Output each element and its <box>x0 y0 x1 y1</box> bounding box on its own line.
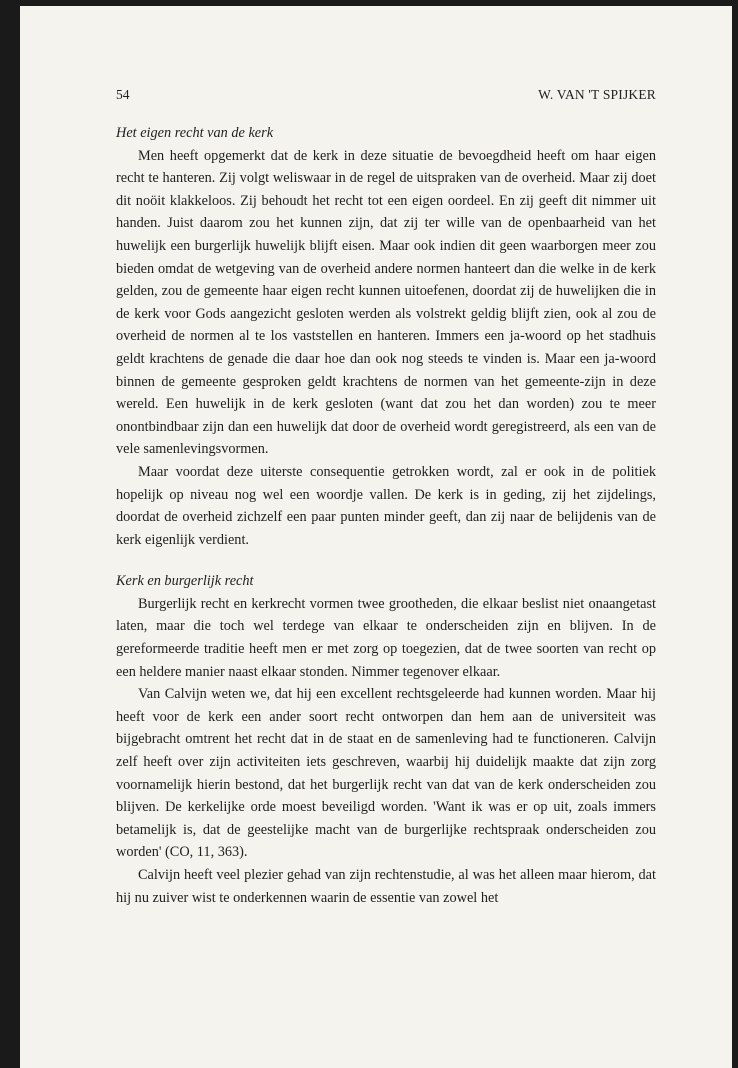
book-page <box>20 6 732 1068</box>
running-head: W. VAN 'T SPIJKER <box>538 87 656 102</box>
paragraph: Calvijn heeft veel plezier gehad van zijn rechtenstudie, al was het alleen maar hierom, dat hij nu zuiver wist te onderkennen waarin de essentie van zowel het <box>116 867 656 906</box>
section-heading: Kerk en burgerlijk recht <box>116 573 254 590</box>
section-heading: Het eigen recht van de kerk <box>116 125 274 141</box>
paragraph: Men heeft opgemerkt dat de kerk in deze situatie de bevoegdheid heeft om haar eigen recht te hanteren. Zij volgt weliswaar in de regel de uitspraken van de overheid. Maar zij doet dit noöit klakkeloos. Zij behoudt het recht tot een eigen oordeel. En zij geeft dit nimmer uit handen. Juist daarom zou het kunnen zijn, dat zij ter wille van de openbaarheid van het huwelijk een burgerlijk huwelijk blijft eisen. Maar ook indien dit geen waarborgen meer zou bieden omdat de wetgeving van de overheid andere normen hanteert dan die welke in de kerk gelden, zou de gemeente haar eigen recht kunnen uitoefenen, doordat zij de huwelijken die in de kerk voor Gods aangezicht gesloten werden als volstrekt geldig blijft zien, ook al zou de overheid de normen al te los vaststellen en hanteren. Immers een ja-woord op het stadhuis geldt krachtens de genade die daar hoe dan ook nog steeds te vinden is. Maar een ja-woord binnen de gemeente gesproken geldt krachtens de normen van het gemeente-zijn in deze wereld. Een huwelijk in de kerk gesloten (want dat zou het dan worden) zou te meer onontbindbaar zijn dan een huwelijk dat door de overheid wordt geregistreerd, als een van de vele samenlevingsvormen. <box>116 147 656 458</box>
paragraph: Van Calvijn weten we, dat hij een excellent rechtsgeleerde had kunnen worden. Maar hij heeft voor de kerk een ander soort recht ontworpen dan hem aan de universiteit was bijgebracht omtrent het recht dat in de staat en de samenleving had te functioneren. Calvijn zelf heeft over zijn activiteiten iets geschreven, waarbij hij duidelijk maakte dat zijn zorg voornamelijk hierin bestond, dat het burgerlijk recht van dat van de kerk onderscheiden zou blijven. De kerkelijke orde moest beveiligd worden. 'Want ik was er op uit, zoals immers betamelijk is, dat de geestelijke macht van de burgerlijke rechtspraak onderscheiden zou worden' (CO, 11, 363). <box>116 686 656 861</box>
page-number: 54 <box>116 87 130 102</box>
body-text <box>116 122 656 909</box>
paragraph: Maar voordat deze uiterste consequentie getrokken wordt, zal er ook in de politiek hopelijk op niveau nog wel een woordje vallen. De kerk is in geding, zij het zijdelings, doordat de overheid zichzelf een paar punten minder geeft, dan zij naar de belijdenis van de kerk eigenlijk verdient. <box>116 463 656 548</box>
paragraph: Burgerlijk recht en kerkrecht vormen twee grootheden, die elkaar beslist niet onaangetast laten, maar die toch wel terdege van elkaar te onderscheiden zijn en blijven. In de gereformeerde traditie heeft men er met zorg op toegezien, dat de twee soorten van recht op een heldere manier naast elkaar stonden. Nimmer tegenover elkaar. <box>116 595 656 680</box>
